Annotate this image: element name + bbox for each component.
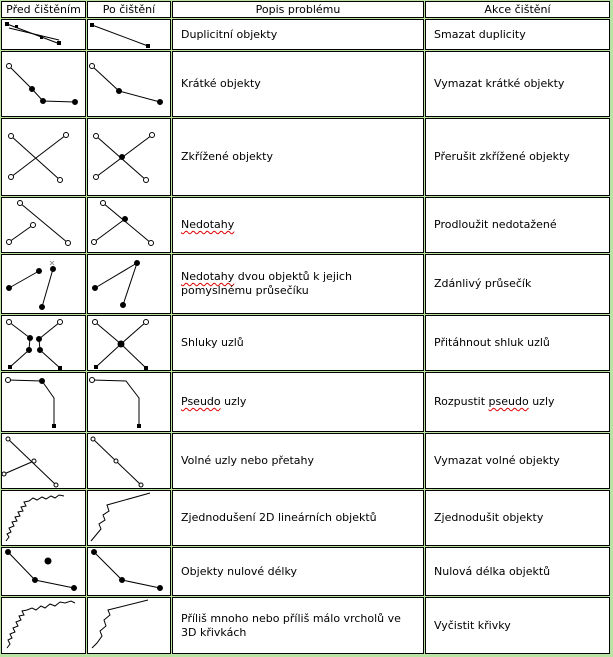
header-description: Popis problému xyxy=(172,1,424,18)
before-image-apparent-intersection xyxy=(1,254,86,314)
after-image-simplification xyxy=(87,490,171,546)
description-text: Nedotahy xyxy=(181,218,235,231)
action-text: Zdánlivý průsečík xyxy=(434,277,532,290)
description-text: dvou objektů k jejich xyxy=(234,270,352,283)
action-text: Vyčistit křivky xyxy=(434,618,511,632)
description-text: Objekty nulové délky xyxy=(181,564,297,578)
row-description xyxy=(172,118,424,196)
after-image-pseudo-nodes xyxy=(87,372,171,432)
row-action xyxy=(425,490,610,546)
action-text: Prodloužit nedotažené xyxy=(434,218,557,231)
action-text: Vymazat volné objekty xyxy=(434,454,560,467)
action-text: uzly xyxy=(528,395,555,408)
row-action xyxy=(425,372,610,432)
after-image-undershoots xyxy=(87,197,171,253)
after-image-zero-length xyxy=(87,547,171,596)
row-action xyxy=(425,315,610,371)
action-text: Rozpustit xyxy=(434,395,489,408)
header-after: Po čištění xyxy=(87,1,171,18)
row-description xyxy=(172,433,424,489)
action-text: Vymazat krátké objekty xyxy=(434,77,565,90)
before-image-pseudo-nodes xyxy=(1,372,86,432)
description-text: Pseudo xyxy=(181,395,221,408)
row-action xyxy=(425,597,610,654)
after-image-apparent-intersection xyxy=(87,254,171,314)
description-text: pomyslnému průsečíku xyxy=(181,284,309,297)
description-text: Duplicitní objekty xyxy=(181,27,278,41)
row-description xyxy=(172,315,424,371)
description-text: Volné uzly nebo přetahy xyxy=(181,454,315,467)
row-description xyxy=(172,19,424,50)
row-action xyxy=(425,547,610,596)
after-image-short-objects xyxy=(87,51,171,117)
action-text: Nulová délka objektů xyxy=(434,564,551,578)
before-image-undershoots xyxy=(1,197,86,253)
description-text: uzly xyxy=(220,395,247,408)
before-image-short-objects xyxy=(1,51,86,117)
description-text: Nedotahy xyxy=(181,270,235,283)
action-text: Zjednodušit objekty xyxy=(434,511,544,524)
before-image-node-clusters xyxy=(1,315,86,371)
description-text: Krátké objekty xyxy=(181,77,261,90)
row-action xyxy=(425,19,610,50)
after-image-node-clusters xyxy=(87,315,171,371)
description-text: 3D křivkách xyxy=(181,625,247,639)
description-text: Zkřížené objekty xyxy=(181,150,273,163)
row-action xyxy=(425,254,610,314)
row-action xyxy=(425,118,610,196)
description-text: Shluky uzlů xyxy=(181,336,244,349)
before-image-dangles xyxy=(1,433,86,489)
after-image-duplicates xyxy=(87,19,171,50)
header-before: Před čištěním xyxy=(1,1,86,18)
row-description xyxy=(172,254,424,314)
row-action xyxy=(425,433,610,489)
after-image-dangles xyxy=(87,433,171,489)
description-text: Zjednodušení 2D lineárních objektů xyxy=(181,511,377,524)
action-text: pseudo xyxy=(488,395,529,408)
action-text: Přitáhnout shluk uzlů xyxy=(434,336,550,349)
header-action: Akce čištění xyxy=(425,1,610,18)
row-description xyxy=(172,197,424,253)
before-image-zero-length xyxy=(1,547,86,596)
before-image-curves xyxy=(1,597,86,654)
after-image-curves xyxy=(87,597,171,654)
before-image-simplification xyxy=(1,490,86,546)
action-text: Smazat duplicity xyxy=(434,27,526,41)
before-image-duplicates xyxy=(1,19,86,50)
action-text: Přerušit zkřížené objekty xyxy=(434,150,570,163)
before-image-crossed xyxy=(1,118,86,196)
row-action xyxy=(425,197,610,253)
row-description xyxy=(172,51,424,117)
row-description xyxy=(172,597,424,654)
row-action xyxy=(425,51,610,117)
row-description xyxy=(172,490,424,546)
row-description xyxy=(172,547,424,596)
row-description xyxy=(172,372,424,432)
description-text: Příliš mnoho nebo příliš málo vrcholů ve xyxy=(181,611,401,625)
after-image-crossed xyxy=(87,118,171,196)
